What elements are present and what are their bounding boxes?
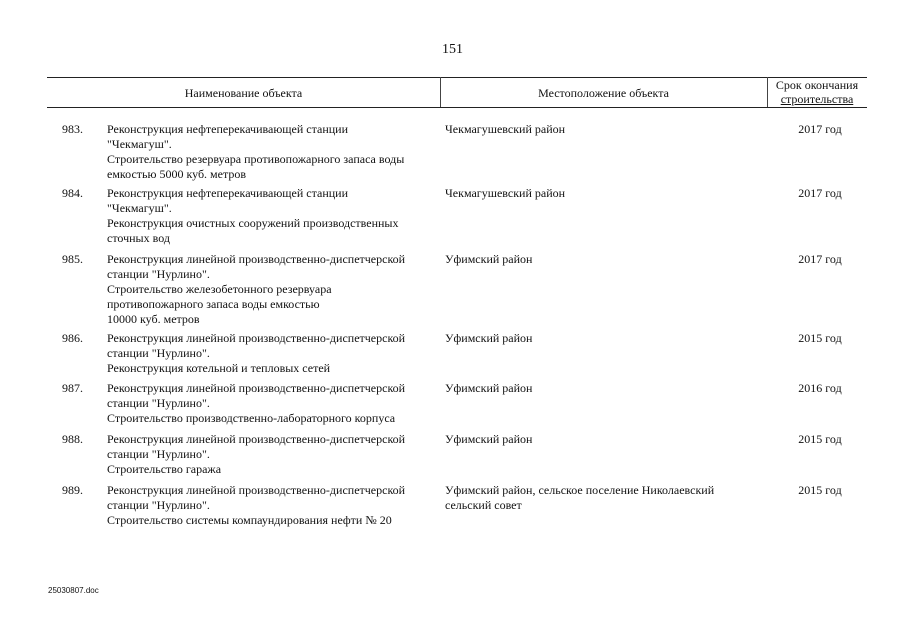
row-number: 989. — [62, 483, 83, 497]
row-year: 2017 год — [798, 186, 842, 200]
row-year: 2015 год — [798, 483, 842, 497]
row-number: 986. — [62, 331, 83, 345]
name-line: Реконструкция линейной производственно-диспетчерской — [107, 381, 406, 395]
document-filename: 25030807.doc — [48, 586, 99, 595]
name-line: Строительство производственно-лабораторного корпуса — [107, 411, 396, 425]
row-name — [107, 252, 442, 327]
header-top-rule — [47, 77, 867, 78]
name-line: Строительство системы компаундирования нефти № 20 — [107, 513, 392, 527]
name-line: Реконструкция нефтеперекачивающей станции — [107, 122, 349, 136]
name-line: Реконструкция линейной производственно-диспетчерской — [107, 483, 406, 497]
row-location — [445, 483, 755, 513]
location-line: Уфимский район — [445, 432, 533, 446]
row-name — [107, 483, 442, 528]
row-location — [445, 122, 755, 137]
header-deadline-line1: Срок окончания — [775, 78, 859, 92]
row-number: 985. — [62, 252, 83, 266]
name-line: емкостью 5000 куб. метров — [107, 167, 247, 181]
name-line: "Чекмагуш". — [107, 201, 172, 215]
row-number: 987. — [62, 381, 83, 395]
location-line: Чекмагушевский район — [445, 186, 566, 200]
row-location — [445, 186, 755, 201]
row-location — [445, 381, 755, 396]
name-line: Реконструкция очистных сооружений производственных — [107, 216, 399, 230]
row-name — [107, 186, 442, 246]
row-year: 2017 год — [798, 252, 842, 266]
row-year: 2015 год — [798, 331, 842, 345]
name-line: Реконструкция котельной и тепловых сетей — [107, 361, 331, 375]
row-name — [107, 122, 442, 182]
row-location — [445, 432, 755, 447]
name-line: станции "Нурлино". — [107, 498, 210, 512]
row-year: 2015 год — [798, 432, 842, 446]
row-name — [107, 432, 442, 477]
name-line: станции "Нурлино". — [107, 346, 210, 360]
header-deadline-line2: строительства — [780, 92, 854, 106]
location-line: сельский совет — [445, 498, 522, 512]
location-line: Чекмагушевский район — [445, 122, 566, 136]
row-number: 983. — [62, 122, 83, 136]
name-line: Реконструкция линейной производственно-диспетчерской — [107, 432, 406, 446]
name-line: 10000 куб. метров — [107, 312, 200, 326]
name-line: сточных вод — [107, 231, 170, 245]
name-line: Строительство железобетонного резервуара — [107, 282, 332, 296]
header-location-column: Местоположение объекта — [538, 86, 669, 100]
location-line: Уфимский район — [445, 331, 533, 345]
row-number: 984. — [62, 186, 83, 200]
row-name — [107, 331, 442, 376]
name-line: станции "Нурлино". — [107, 396, 210, 410]
location-line: Уфимский район — [445, 381, 533, 395]
name-line: Реконструкция линейной производственно-диспетчерской — [107, 252, 406, 266]
row-year: 2017 год — [798, 122, 842, 136]
row-number: 988. — [62, 432, 83, 446]
row-year: 2016 год — [798, 381, 842, 395]
header-name-column: Наименование объекта — [184, 86, 303, 100]
location-line: Уфимский район — [445, 252, 533, 266]
header-bottom-rule — [47, 107, 867, 108]
name-line: "Чекмагуш". — [107, 137, 172, 151]
page-number: 151 — [442, 42, 463, 57]
row-location — [445, 252, 755, 267]
location-line: Уфимский район, сельское поселение Николаевский — [445, 483, 715, 497]
name-line: Реконструкция нефтеперекачивающей станции — [107, 186, 349, 200]
name-line: противопожарного запаса воды емкостью — [107, 297, 320, 311]
name-line: Реконструкция линейной производственно-диспетчерской — [107, 331, 406, 345]
header-deadline-column — [767, 78, 867, 106]
name-line: Строительство резервуара противопожарного запаса воды — [107, 152, 405, 166]
row-name — [107, 381, 442, 426]
name-line: станции "Нурлино". — [107, 447, 210, 461]
name-line: Строительство гаража — [107, 462, 222, 476]
row-location — [445, 331, 755, 346]
name-line: станции "Нурлино". — [107, 267, 210, 281]
